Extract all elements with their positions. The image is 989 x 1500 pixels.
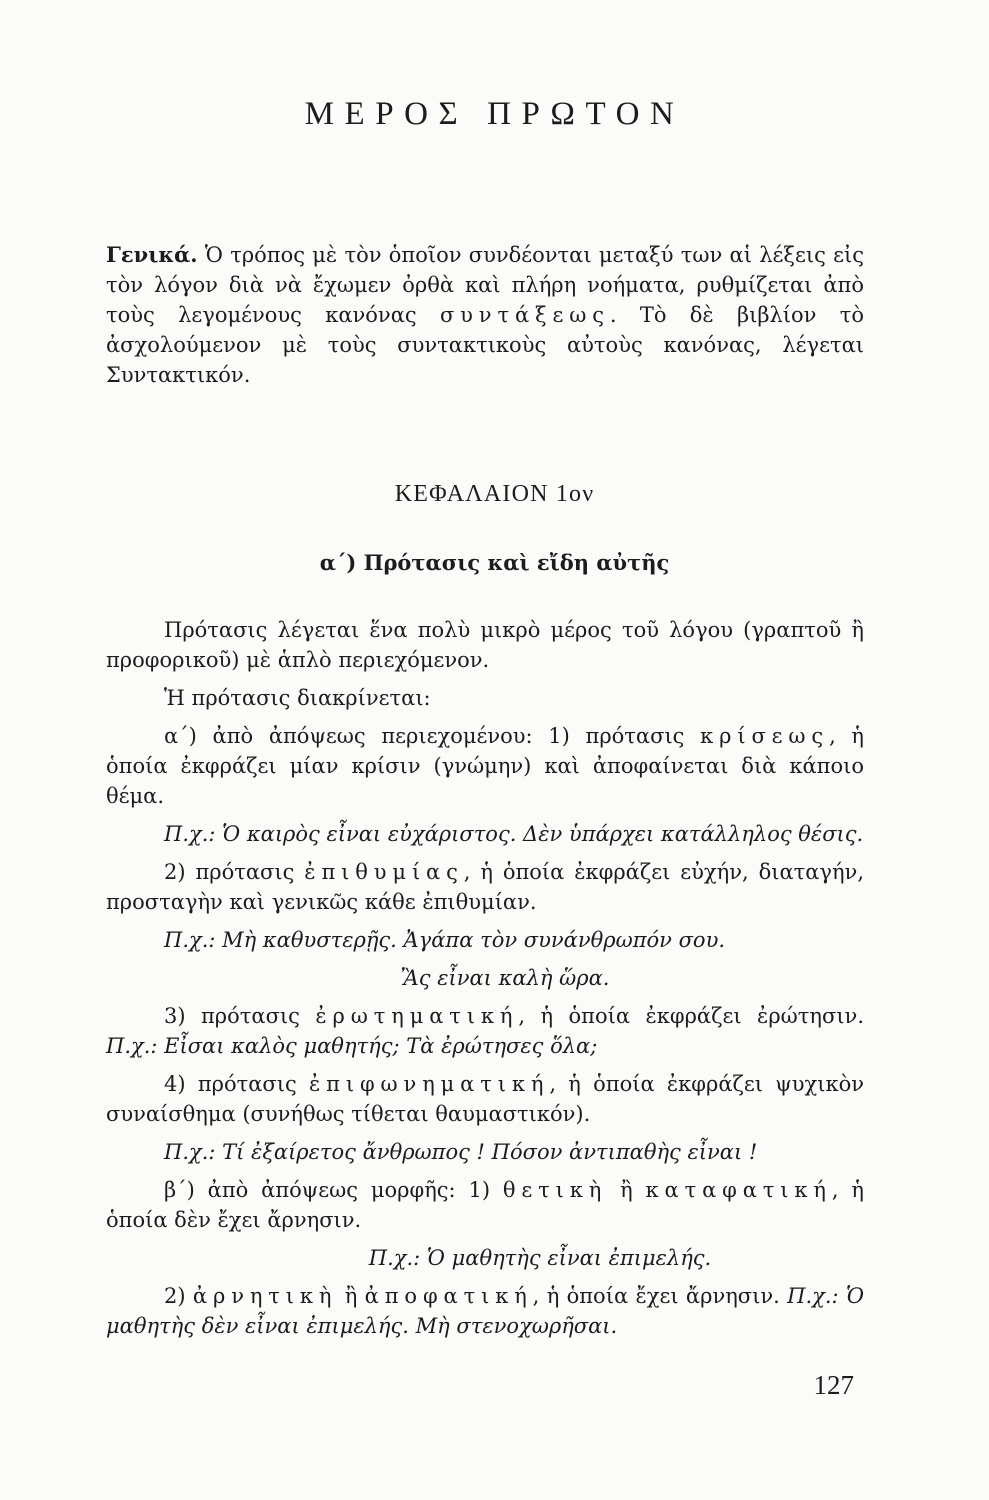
text-span: β΄) ἀπὸ ἀπόψεως μορφῆς: 1) bbox=[164, 1178, 503, 1202]
text-span: 2) πρότασις bbox=[164, 860, 305, 884]
paragraph-content-2 bbox=[106, 857, 864, 917]
text-span: 2) bbox=[164, 1284, 193, 1308]
example-1: Π.χ.: Ὁ καιρὸς εἶναι εὐχάριστος. Δὲν ὑπάρχει κατάλληλος θέσις. bbox=[164, 822, 864, 846]
text-span: α΄) ἀπὸ ἀπόψεως περιεχομένου: 1) πρότασις bbox=[164, 724, 701, 748]
term-kriseos: κρίσεως bbox=[700, 724, 830, 748]
paragraph-form-2 bbox=[106, 1281, 864, 1341]
term-syntaxeos: συντάξεως bbox=[439, 303, 610, 327]
term-thetiki: θετικὴ bbox=[502, 1178, 608, 1202]
paragraph-definition: Πρότασις λέγεται ἕνα πολὺ μικρὸ μέρος τοῦ λόγου (γραπτοῦ ἢ προφορικοῦ) μὲ ἁπλὸ περιεχόμενον. bbox=[106, 618, 864, 672]
term-epifonimatiki: ἐπιφωνηματική bbox=[309, 1072, 550, 1096]
example-2: Π.χ.: Μὴ καθυστερῇς. Ἀγάπα τὸν συνάνθρωπόν σου. bbox=[164, 928, 726, 952]
text-span: , ἡ ὁποία δὲν ἔχει ἄρνησιν. bbox=[106, 1178, 864, 1232]
text-span: , ἡ ὁποία ἔχει ἄρνησιν. bbox=[532, 1284, 788, 1308]
term-apofatiki: ἀποφατική bbox=[364, 1284, 533, 1308]
body-text bbox=[106, 615, 864, 1349]
paragraph-content-1 bbox=[106, 721, 864, 811]
example-2b: Ἂς εἶναι καλὴ ὥρα. bbox=[400, 966, 610, 990]
general-paragraph bbox=[106, 240, 864, 390]
part-title: ΜΕΡΟΣ ΠΡΩΤΟΝ bbox=[304, 96, 685, 132]
text-span: ἢ bbox=[337, 1284, 365, 1308]
general-text-2: . Τὸ δὲ βιβλίον τὸ ἀσχολούμενον μὲ τοὺς συντακτικοὺς αὐτοὺς κανόνας, λέγεται Συντακτικόν. bbox=[106, 303, 864, 387]
section-title: α΄) Πρότασις καὶ εἴδη αὐτῆς bbox=[319, 550, 670, 575]
paragraph-form-1 bbox=[106, 1175, 864, 1235]
example-6: Π.χ.: Ὁ μαθητὴς δὲν εἶναι ἐπιμελής. Μὴ στενοχωρῆσαι. bbox=[106, 1284, 865, 1338]
text-span: 3) πρότασις bbox=[164, 1004, 316, 1028]
term-epithymias: ἐπιθυμίας bbox=[304, 860, 464, 884]
paragraph-division: Ἡ πρότασις διακρίνεται: bbox=[164, 686, 431, 710]
example-5: Π.χ.: Ὁ μαθητὴς εἶναι ἐπιμελής. bbox=[368, 1246, 712, 1270]
term-erotimatiki: ἐρωτηματική bbox=[315, 1004, 519, 1028]
text-span: ἢ bbox=[607, 1178, 646, 1202]
text-span: , ἡ ὁποία ἐκφράζει μίαν κρίσιν (γνώμην) καὶ ἀποφαίνεται διὰ κάποιο θέμα. bbox=[106, 724, 864, 808]
term-arnitiki: ἀρνητικὴ bbox=[192, 1284, 338, 1308]
term-katafatiki: καταφατική bbox=[645, 1178, 832, 1202]
text-span: 4) πρότασις bbox=[164, 1072, 310, 1096]
example-4: Π.χ.: Τί ἐξαίρετος ἄνθρωπος ! Πόσον ἀντιπαθὴς εἶναι ! bbox=[164, 1140, 758, 1164]
text-span: , ἡ ὁποία ἐκφράζει ἐρώτησιν. bbox=[518, 1004, 865, 1028]
text-span: , ἡ ὁποία ἐκφράζει εὐχήν, διαταγήν, προσταγὴν καὶ γενικῶς κάθε ἐπιθυμίαν. bbox=[106, 860, 864, 914]
page-number: 127 bbox=[813, 1370, 854, 1400]
general-text-1: Ὁ τρόπος μὲ τὸν ὁποῖον συνδέονται μεταξύ των αἱ λέξεις εἰς τὸν λόγον διὰ νὰ ἔχωμεν ὀρθὰ καὶ πλήρη νοήματα, ρυθμίζεται ἀπὸ τοὺς λεγομένους κανόνας bbox=[106, 243, 864, 327]
paragraph-content-3 bbox=[106, 1001, 864, 1061]
text-span: , ἡ ὁποία ἐκφράζει ψυχικὸν συναίσθημα (συνήθως τίθεται θαυμαστικόν). bbox=[106, 1072, 865, 1126]
paragraph-content-4 bbox=[106, 1069, 864, 1129]
general-lead: Γενικά. bbox=[106, 242, 198, 267]
example-3: Π.χ.: Εἶσαι καλὸς μαθητής; Τὰ ἐρώτησες ὅλα; bbox=[106, 1034, 598, 1058]
chapter-title: ΚΕΦΑΛΑΙΟΝ 1ον bbox=[394, 481, 595, 507]
